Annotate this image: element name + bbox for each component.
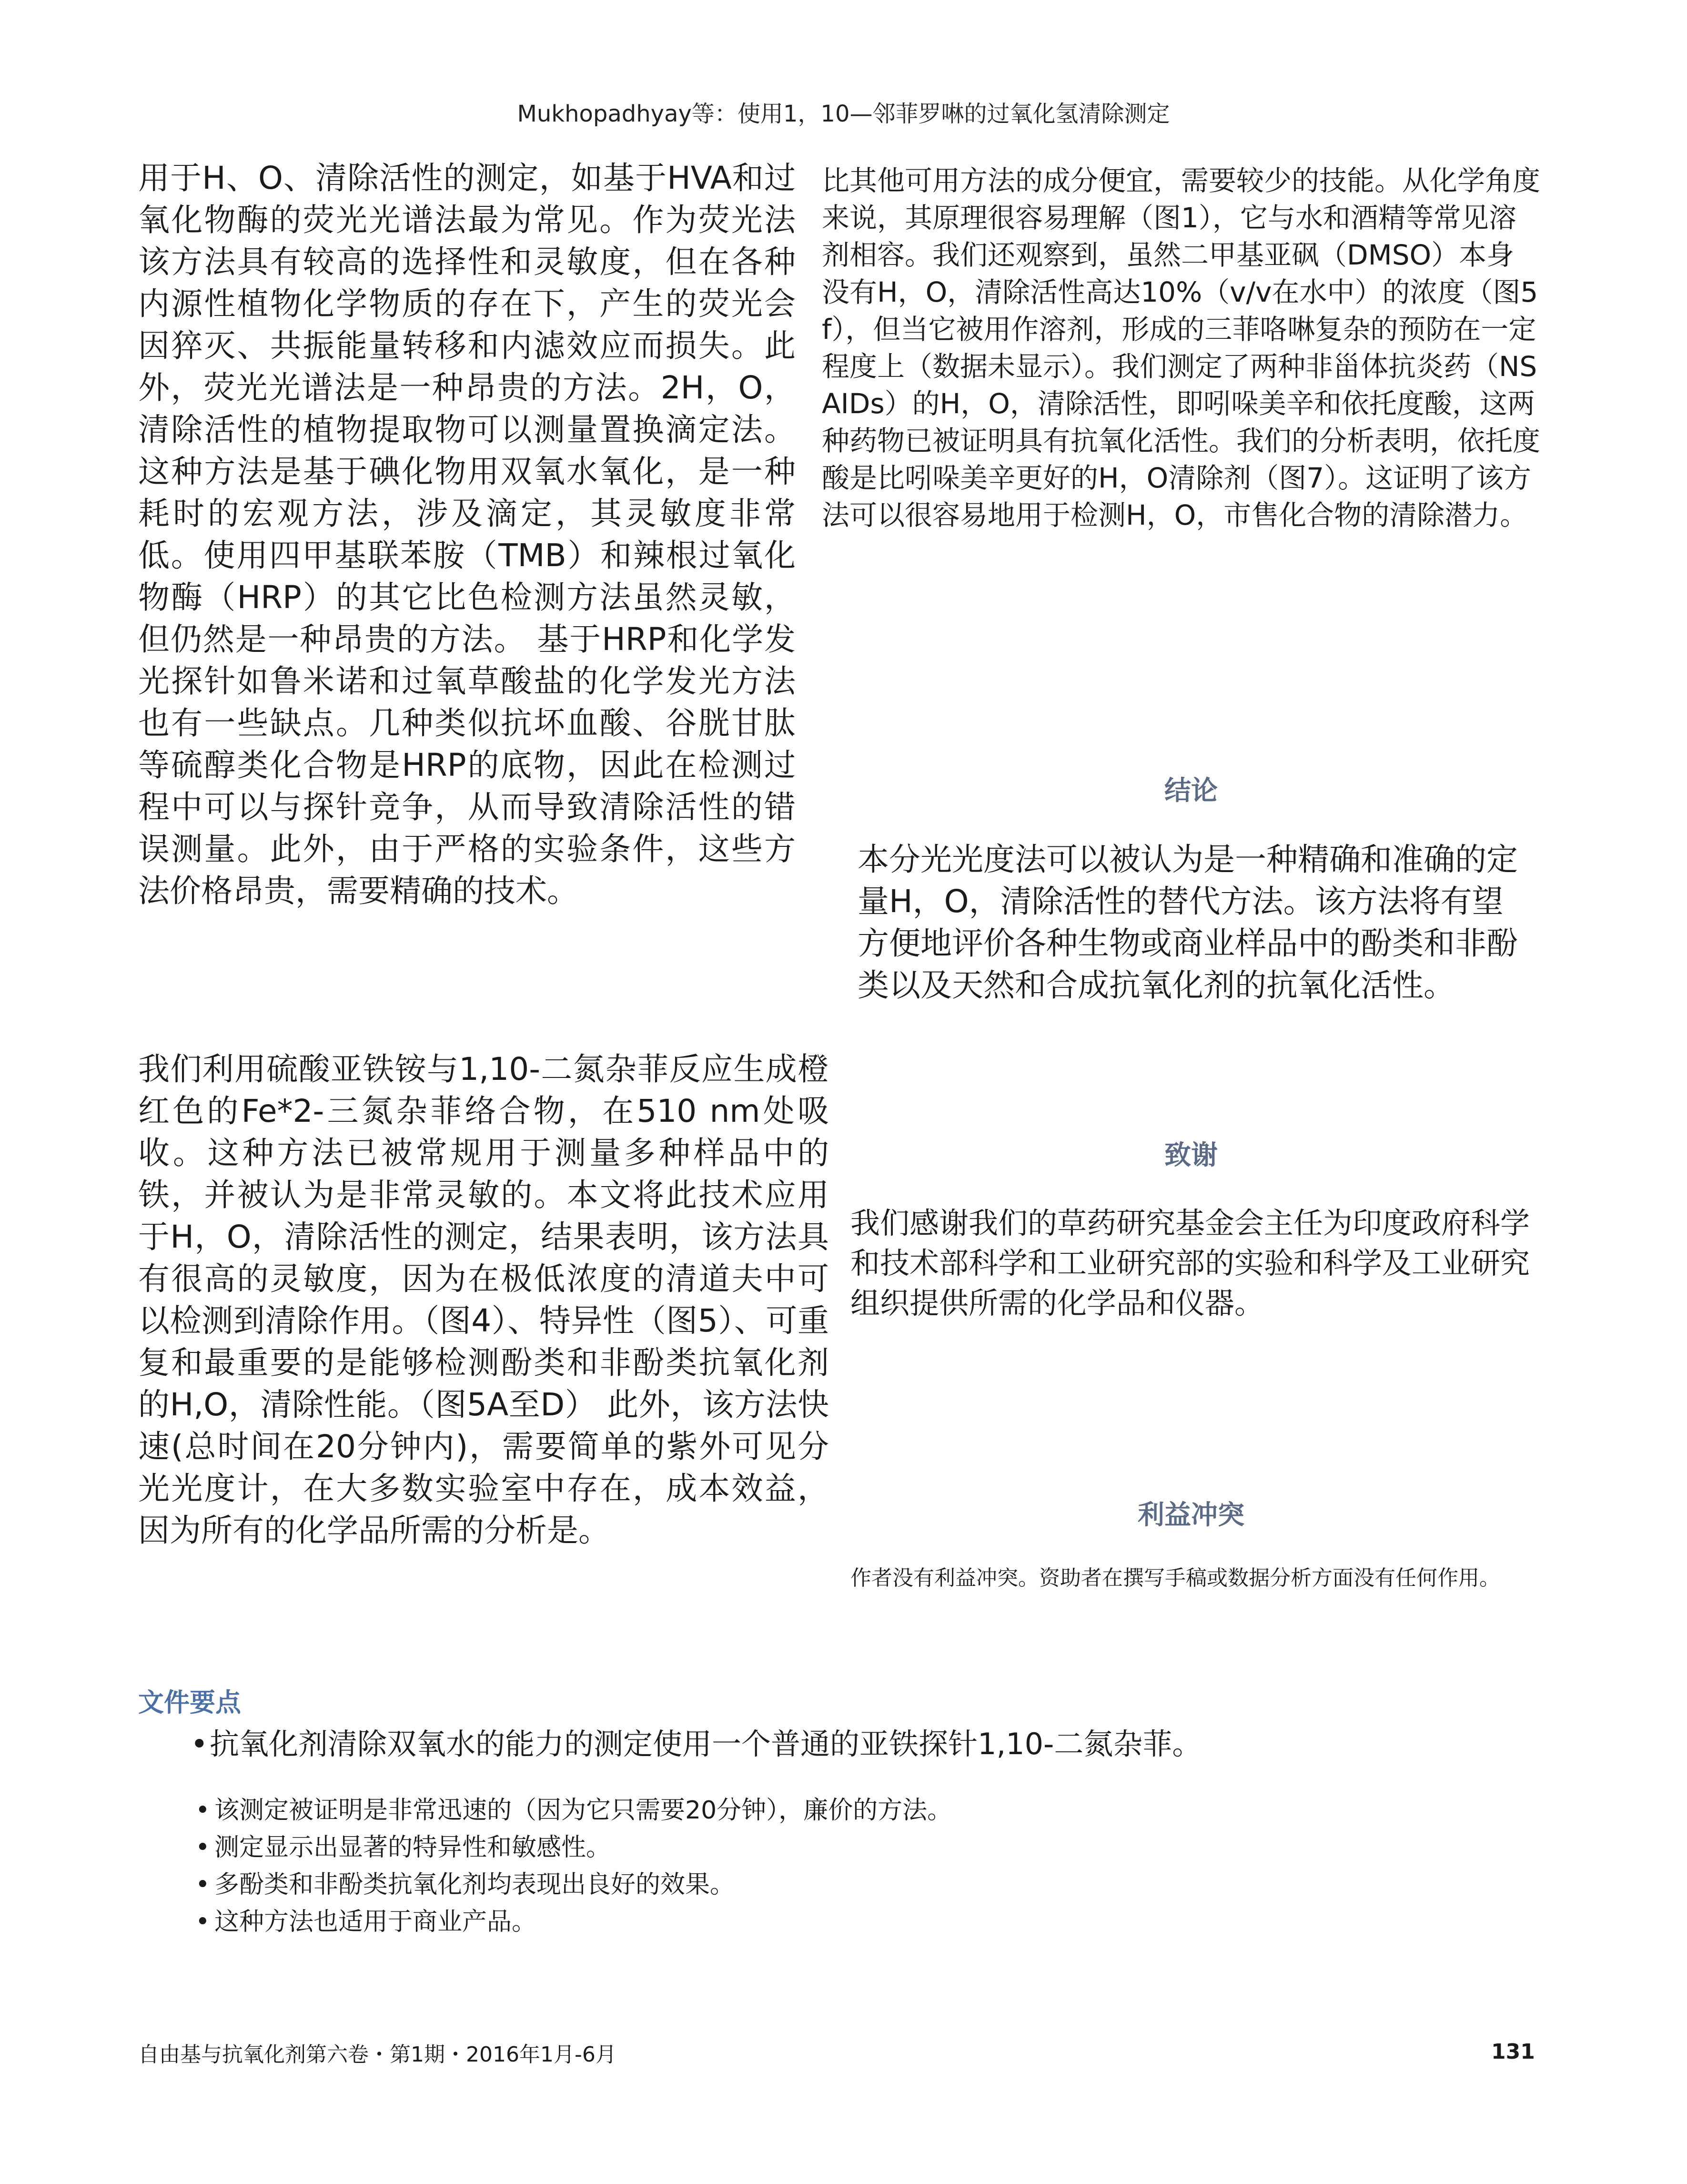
page-number: 131 [1491,2040,1535,2064]
list-item: • 这种方法也适用于商业产品。 [195,1908,537,1936]
list-item: • 多酚类和非酚类抗氧化剂均表现出良好的效果。 [195,1870,735,1899]
bullet-marker: • [191,1727,208,1761]
acknowledgement-text: 我们感谢我们的草药研究基金会主任为印度政府科学和技术部科学和工业研究部的实验和科学及工业研究组织提供所需的化学品和仪器。 [850,1206,1530,1321]
conclusion-text: 本分光光度法可以被认为是一种精确和准确的定量H，O，清除活性的替代方法。该方法将有望方便地评价各种生物或商业样品中的酚类和非酚类以及天然和合成抗氧化剂的抗氧化活性。 [858,841,1518,1004]
acknowledgement-heading: 致谢 [1164,1140,1218,1171]
conflict-of-interest-heading: 利益冲突 [1138,1500,1244,1531]
list-item: • 测定显示出显著的特异性和敏感性。 [195,1833,611,1862]
running-header: Mukhopadhyay等：使用1，10—邻菲罗啉的过氧化氢清除测定 [517,101,1170,127]
conclusion-heading: 结论 [1164,775,1218,806]
left-paragraph-1: 用于H、O、清除活性的测定，如基于HVA和过氧化物酶的荧光光谱法最为常见。作为荧光法该方法具有较高的选择性和灵敏度，但在各种内源性植物化学物质的存在下，产生的荧光会因猝灭、共振能量转移和内滤效应而损失。此外，荧光光谱法是一种昂贵的方法。2H，O，清除活性的植物提取物可以测量置换滴定法。这种方法是基于碘化物用双氧水氧化，是一种耗时的宏观方法，涉及滴定，其灵敏度非常低。使用四甲基联苯胺（TMB）和辣根过氧化物酶（HRP）的其它比色检测方法虽然灵敏，但仍然是一种昂贵的方法。 基于HRP和化学发光探针如鲁米诺和过氧草酸盐的化学发光方法也有一些缺点。几种类似抗坏血酸、谷胱甘肽等硫醇类化合物是HRP的底物，因此在检测过程中可以与探针竞争，从而导致清除活性的错误测量。此外，由于严格的实验条件，这些方法价格昂贵，需要精确的技术。 [138,160,796,909]
key-points-main [191,1725,1572,1763]
key-points-list [195,1792,1529,1940]
left-paragraph-2: 我们利用硫酸亚铁铵与1,10-二氮杂菲反应生成橙红色的Fe*2-三氮杂菲络合物，在510 nm处吸收。这种方法已被常规用于测量多种样品中的铁，并被认为是非常灵敏的。本文将此技术应用于H，O，清除活性的测定，结果表明，该方法具有很高的灵敏度，因为在极低浓度的清道夫中可以检测到清除作用。（图4）、特异性（图5）、可重复和最重要的是能够检测酚类和非酚类抗氧化剂的H,O，清除性能。（图5A至D） 此外，该方法快速(总时间在20分钟内)，需要简单的紫外可见分光光度计，在大多数实验室中存在，成本效益，因为所有的化学品所需的分析是。 [138,1051,829,1549]
footer-journal: 自由基与抗氧化剂第六卷・第1期・2016年1月-6月 [138,2042,616,2067]
right-paragraph-1: 比其他可用方法的成分便宜，需要较少的技能。从化学角度来说，其原理很容易理解（图1），它与水和酒精等常见溶剂相容。我们还观察到，虽然二甲基亚砜（DMSO）本身没有H，O，清除活性高达10%（v/v在水中）的浓度（图5f），但当它被用作溶剂，形成的三菲咯啉复杂的预防在一定程度上（数据未显示）。我们测定了两种非甾体抗炎药（NSAIDs）的H，O，清除活性，即吲哚美辛和依托度酸，这两种药物已被证明具有抗氧化活性。我们的分析表明，依托度酸是比吲哚美辛更好的H，O清除剂（图7）。这证明了该方法可以很容易地用于检测H，O，市售化合物的清除潜力。 [822,164,1541,531]
key-points-main-text: 抗氧化剂清除双氧水的能力的测定使用一个普通的亚铁探针1,10-二氮杂菲。 [210,1727,1202,1761]
list-item: • 该测定被证明是非常迅速的（因为它只需要20分钟），廉价的方法。 [195,1796,952,1825]
key-points-heading: 文件要点 [138,1687,241,1717]
conflict-of-interest-text: 作者没有利益冲突。资助者在撰写手稿或数据分析方面没有任何作用。 [850,1566,1500,1590]
